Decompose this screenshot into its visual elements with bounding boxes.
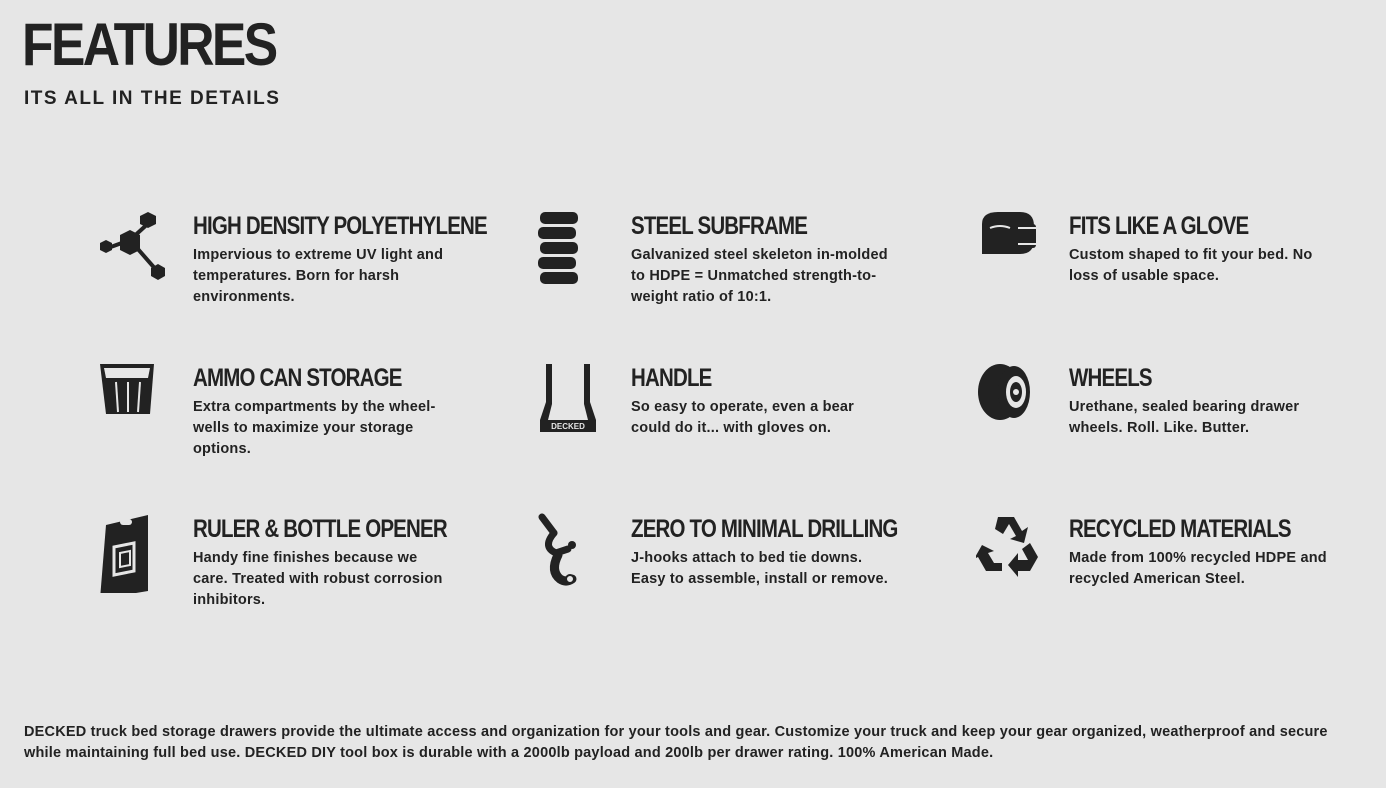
feature-description: Handy fine finishes because we care. Treated with robust corrosion inhibitors. (193, 550, 443, 608)
feature-title: STEEL SUBFRAME (631, 212, 808, 240)
feature-description: Galvanized steel skeleton in-molded to HDPE = Unmatched strength-to-weight ratio of 10:1. (631, 247, 888, 305)
feature-title: ZERO TO MINIMAL DRILLING (631, 515, 898, 543)
feature-handle (538, 362, 938, 472)
feature-ruler-bottle-opener (100, 513, 500, 623)
feature-description: Urethane, sealed bearing drawer wheels. Roll. Like. Butter. (1069, 399, 1300, 436)
feature-description: Made from 100% recycled HDPE and recycled American Steel. (1069, 550, 1327, 587)
steel-frame-icon (538, 210, 610, 290)
feature-ammo-can-storage (100, 362, 500, 472)
feature-description: So easy to operate, even a bear could do it... with gloves on. (631, 399, 854, 436)
feature-title: RECYCLED MATERIALS (1069, 515, 1291, 543)
feature-recycled-materials (976, 513, 1376, 623)
feature-steel-subframe (538, 210, 938, 320)
j-hook-icon (538, 513, 610, 593)
feature-wheels (976, 362, 1376, 472)
wheel-icon (976, 362, 1048, 442)
feature-title: WHEELS (1069, 364, 1152, 392)
feature-zero-to-minimal-drilling (538, 513, 938, 623)
feature-description: J-hooks attach to bed tie downs. Easy to assemble, install or remove. (631, 550, 889, 587)
molecule-icon (100, 210, 172, 290)
feature-title: FITS LIKE A GLOVE (1069, 212, 1249, 240)
feature-fits-like-a-glove (976, 210, 1376, 320)
ammo-can-icon (100, 362, 172, 442)
recycle-icon (976, 513, 1048, 593)
feature-title: RULER & BOTTLE OPENER (193, 515, 447, 543)
feature-description: Extra compartments by the wheel-wells to maximize your storage options. (193, 399, 436, 457)
page-title: FEATURES (22, 11, 276, 78)
feature-title: HANDLE (631, 364, 712, 392)
feature-high-density-polyethylene (100, 210, 500, 320)
bottle-opener-icon (100, 513, 172, 593)
footer-description: DECKED truck bed storage drawers provide the ultimate access and organization for your tools and gear. Customize your truck and keep your gear organized, weatherproof and secure while maintaining full bed use. DECKED DIY tool box is durable with a 2000lb payload and 200lb per drawer rating. 100% American Made. (24, 724, 1328, 761)
page-subtitle: ITS ALL IN THE DETAILS (24, 88, 281, 109)
boxing-glove-icon (976, 210, 1048, 290)
feature-description: Impervious to extreme UV light and temperatures. Born for harsh environments. (193, 247, 444, 305)
feature-title: HIGH DENSITY POLYETHYLENE (193, 212, 487, 240)
feature-title: AMMO CAN STORAGE (193, 364, 402, 392)
handle-icon (538, 362, 610, 442)
feature-description: Custom shaped to fit your bed. No loss of usable space. (1069, 247, 1313, 284)
svg-text:DECKED: DECKED (551, 422, 585, 431)
